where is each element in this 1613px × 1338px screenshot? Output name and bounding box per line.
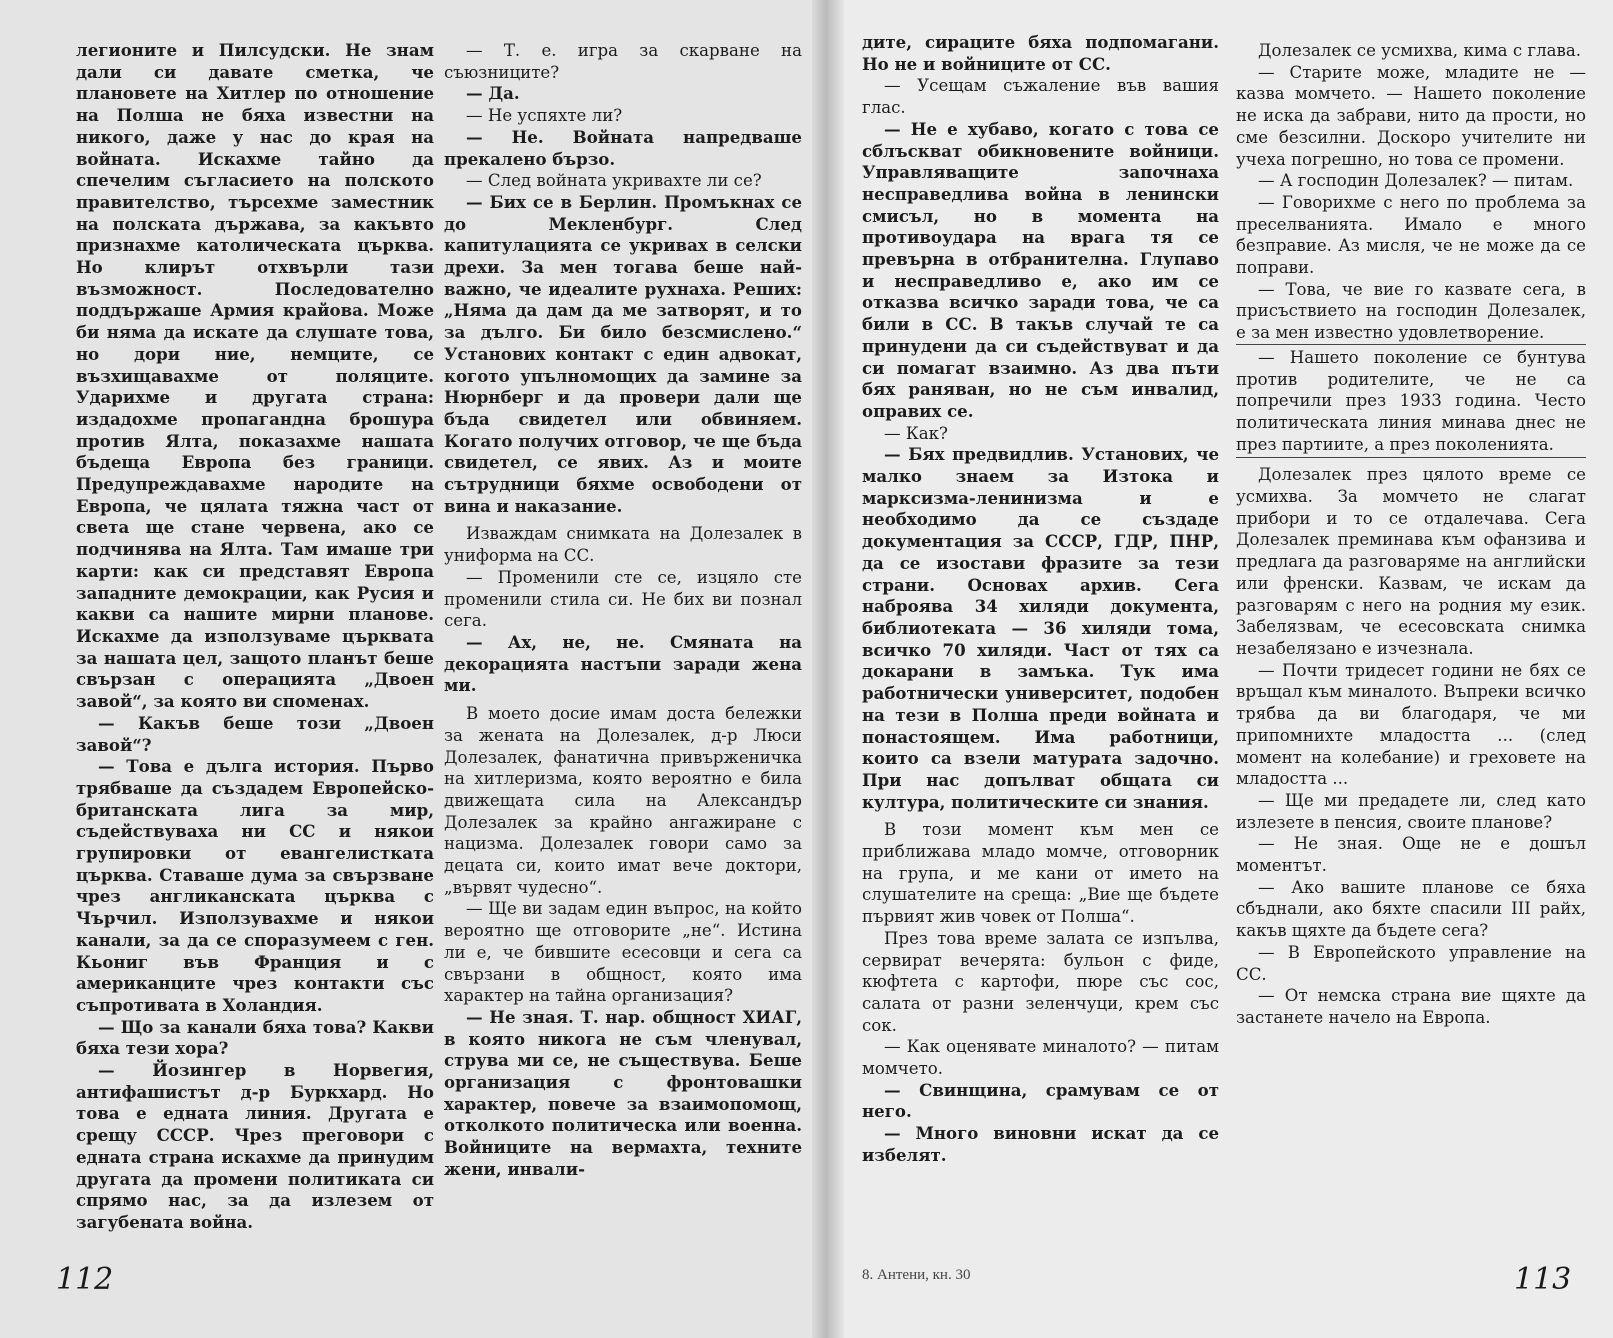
paragraph: — Усещам съжаление във вашия глас. [862, 76, 1219, 118]
paragraph: Изваждам снимката на Долезалек в униформа на СС. [444, 524, 802, 566]
paragraph: — Не е хубаво, когато с това се сблъскват обикновените войници. Управляващите започнаха несправедлива война в ленински смисъл, но в момента на противоудара на врага тя се превърна в отбранителна. Глупаво и несправедливо е, ако им се отказва всичко заради това, че са били в СС. В такъв случай те са принудени да си съдействуват и да си помагат взаимно. Аз два пъти бях раняван, но не съм инвалид, оправих се. [862, 118, 1219, 421]
paragraph: — Почти тридесет години не бях се връщал към миналото. Въпреки всичко трябва да ви благодаря, че ми припомнихте младостта ... (след момент на колебание) и греховете на младостта ... [1236, 660, 1586, 789]
paragraph: — А господин Долезалек? — питам. [1258, 171, 1574, 191]
paragraph: — Не. Войната напредваше прекалено бързо. [444, 126, 802, 169]
paragraph: — Що за канали бяха това? Какви бяха тези хора? [76, 1016, 434, 1059]
paragraph: Долезалек се усмихва, кима с глава. [1258, 41, 1582, 60]
paragraph: — Йозингер в Норвегия, антифашистът д-р Буркхард. Но това е едната линия. Другата е срещу СССР. Чрез преговори с едната страна искахме да принудим другата да промени политиката си спрямо нас, за да излезем от загубената война. [76, 1060, 434, 1232]
paragraph: — Не зная. Още не е дошъл моментът. [1236, 834, 1586, 876]
paragraph: — Нашето поколение се бунтува против родителите, че не са попречили през 1933 година. Често политическата линия минава днес не през партиите, а през поколенията. [1236, 344, 1586, 459]
paragraph: — Не успяхте ли? [466, 106, 623, 126]
left-page-column-1 [76, 40, 434, 1234]
page-number-left: 112 [56, 1262, 114, 1297]
paragraph: — Бих се в Берлин. Промъкнах се до Мекленбург. След капитулацията се укривах в селски дрехи. За мен тогава беше най-важно, че идеалите рухнаха. Реших: „Няма да дам да ме затворят, и то за дълго. Би било безсмислено.“ Установих контакт с един адвокат, когото упълномощих да замине за Нюрнберг и да провери дали ще бъда свидетел или обвиняем. Когато получих отговор, че ще бъда свидетел, се явих. Аз и моите сътрудници бяхме освободени от вина и наказание. [444, 191, 802, 516]
paragraph: — Ах, не, не. Смяната на декорацията настъпи заради жена ми. [444, 631, 802, 696]
printer-signature: 8. Антени, кн. 30 [862, 1267, 971, 1283]
page-number-right: 113 [1514, 1262, 1572, 1297]
paragraph: Долезалек през цялото време се усмихва. За момчето не слагат прибори и то се отдалечава. Сега Долезалек преминава към офанзива и предлага да разговаряме на английски или френски. Казвам, че искам да разговарям с него на родния му език. Забелязвам, че есесовската снимка незабелязано е изчезнала. [1236, 465, 1586, 658]
paragraph: — След войната укривахте ли се? [466, 171, 762, 191]
paragraph: — Ще ви задам един въпрос, на който вероятно ще отговорите „не“. Истина ли е, че бившите есесовци и сега са свързани в общност, която има характер на тайна организация? [444, 899, 802, 1006]
paragraph: — Ще ми предадете ли, след като излезете в пенсия, своите планове? [1236, 790, 1586, 832]
paragraph: — Как оценявате миналото? — питам момчето. [862, 1037, 1219, 1079]
paragraph: — Как? [884, 423, 948, 443]
left-page-column-2 [444, 40, 802, 1181]
paragraph: — В Европейското управление на СС. [1236, 942, 1586, 984]
paragraph: — Бях предвидлив. Установих, че малко знаем за Изтока и марксизма-ленинизма и е необходимо да се създаде документация за СССР, ГДР, ПНР, да се изостави фразите за тези страни. Основах архив. Сега наброява 34 хиляди документа, библиотеката — 36 хиляди тома, всичко 70 хиляди. Част от тях са докарани в замъка. Тук има работнически университет, подобен на тези в Полша преди войната и понастоящем. Има работници, които са взели матурата задочно. При нас допълват общата си култура, политическите си знания. [862, 444, 1219, 812]
paragraph: — Това е дълга история. Първо трябваше да създадем Европейско-британската лига за мир, съдействуваха ни СС и някои групировки от евангелистката църква. Ставаше дума за свързване чрез англиканската църква с Чърчил. Използувахме и някои канали, за да се споразумеем с ген. Кьониг във Франция и с американците чрез контакти със съпротивата в Холандия. [76, 756, 434, 1015]
paragraph: — Да. [466, 83, 520, 104]
paragraph: — Много виновни искат да се избелят. [862, 1123, 1219, 1165]
paragraph: През това време залата се изпълва, сервират вечерята: бульон с фиде, кюфтета с картофи, пюре със сос, салата от разни зеленчуци, крем със сок. [862, 928, 1219, 1035]
paragraph: — Старите може, младите не — казва момчето. — Нашето поколение не иска да забрави, нито да прости, но сме безсилни. Доскоро учителите ни учеха погрешно, но това се промени. [1236, 62, 1586, 169]
paragraph: — Свинщина, срамувам се от него. [862, 1079, 1219, 1122]
book-gutter [812, 0, 844, 1338]
paragraph: В този момент към мен се приближава младо момче, отговорник на група, и ме кани от името на слушателите на среща: „Вие ще бъдете първият жив човек от Полша“. [862, 820, 1219, 927]
paragraph: — Това, че вие го казвате сега, в присъствието на господин Долезалек, е за мен известно удовлетворение. [1236, 279, 1586, 343]
paragraph: — Говорихме с него по проблема за преселванията. Имало е много безправие. Аз мисля, че не може да се поправи. [1236, 192, 1586, 278]
right-page-column-2 [1236, 40, 1586, 1029]
paragraph: В моето досие имам доста бележки за жената на Долезалек, д-р Люси Долезалек, фанатична привърженичка на хитлеризма, която вероятно е била движещата сила на Александър Долезалек за крайно ангажиране с нацизма. Долезалек говори само за децата си, които имат вече доктори, „вървят чудесно“. [444, 704, 802, 897]
right-page-column-1 [862, 32, 1219, 1167]
paragraph: дите, сираците бяха подпомагани. Но не и войниците от СС. [862, 32, 1219, 74]
paragraph: — От немска страна вие щяхте да застанете начело на Европа. [1236, 986, 1586, 1027]
paragraph: легионите и Пилсудски. Не знам дали си давате сметка, че плановете на Хитлер по отношение на Полша не бяха известни на никого, даже у нас до края на войната. Искахме тайно да спечелим съгласието на полското правителство, търсехме заместник на полската държава, за какъвто признахме католическата църква. Но клирът отхвърли тази възможност. Последователно поддържаше Армия крайова. Може би няма да искате да слушате това, но дори ние, немците, се възхищавахме от поляците. Ударихме и другата страна: издадохме пропагандна брошура против Ялта, показахме нашата бъдеща Европа без граници. Предупреждавахме народите на Европа, че цялата тяжна част от света ще стане червена, ако се подчинява на Ялта. Там имаше три карти: как си представят Европа западните демокрации, как Русия и какви са нашите мирни планове. Искахме да използуваме църквата за нашата цел, защото планът беше свързан с операцията „Двоен завой“, за която ви споменах. [76, 40, 434, 712]
paragraph: — Какъв беше този „Двоен завой“? [76, 712, 434, 755]
paragraph: — Променили сте се, изцяло сте променили стила си. Не бих ви познал сега. [444, 567, 802, 631]
paragraph: — Ако вашите планове се бяха сбъднали, ако бяхте спасили III райх, какъв щяхте да бъдете сега? [1236, 877, 1586, 941]
paragraph: — Т. е. игра за скарване на съюзниците? [444, 41, 802, 82]
paragraph: — Не зная. Т. нар. общност ХИАГ, в която никогa не съм членувал, струва ми се, не съществува. Беше организация с фронтовашки характер, повече за взаимопомощ, отколкото политическа или военна. Войниците на вермахта, техните жени, инвали- [444, 1006, 802, 1179]
